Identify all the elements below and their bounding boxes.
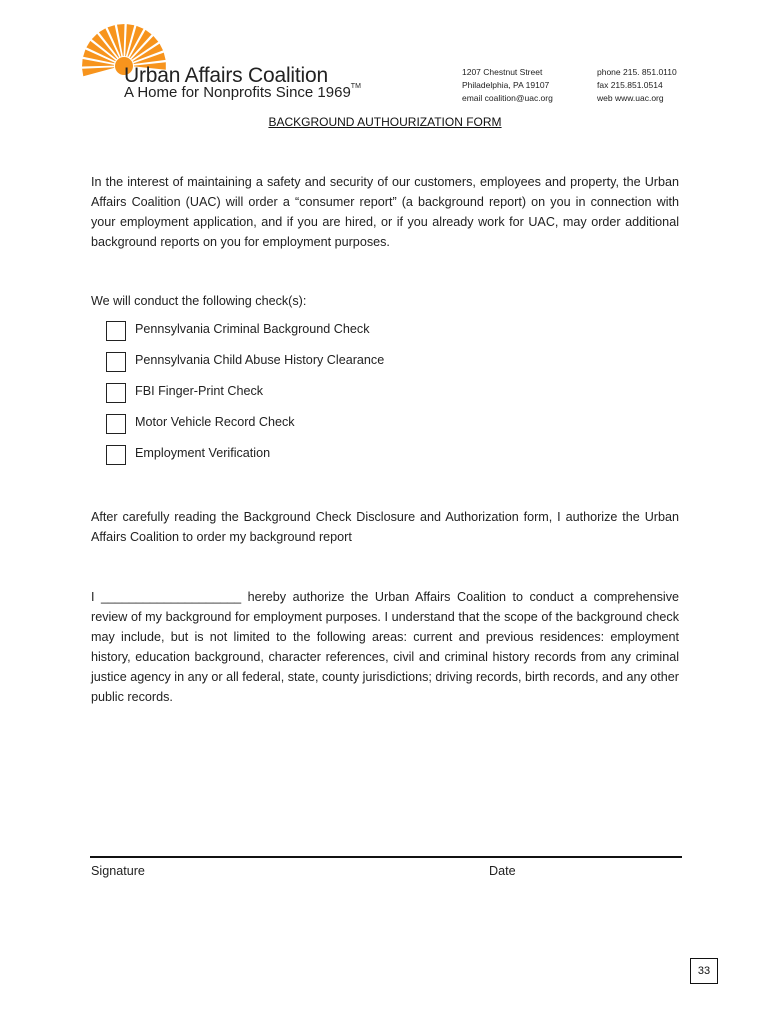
signature-label: Signature (91, 864, 145, 878)
address-street: 1207 Chestnut Street (462, 67, 543, 77)
form-title: BACKGROUND AUTHOURIZATION FORM (268, 115, 502, 129)
checks-intro: We will conduct the following check(s): (91, 294, 307, 308)
phone-number: phone 215. 851.0110 (597, 67, 677, 77)
address-city: Philadelphia, PA 19107 (462, 80, 550, 90)
date-label: Date (489, 864, 516, 878)
logo-tagline: A Home for Nonprofits Since 1969™ (124, 83, 361, 101)
check-label: Pennsylvania Criminal Background Check (135, 322, 370, 336)
checkbox-criminal-background[interactable] (106, 321, 126, 341)
intro-paragraph: In the interest of maintaining a safety and security of our customers, employees and property, the Urban Affairs Coalition (UAC) will order a “consumer report” (a background report) on you in connection with your employment application, and if you are hired, or if you already work for UAC, may order additional background reports on you for employment purposes. (91, 175, 679, 249)
phone-block (597, 66, 677, 105)
logo-ray (82, 67, 114, 76)
trademark: TM (350, 83, 361, 90)
authorization-paragraph: After carefully reading the Background Check Disclosure and Authorization form, I authorize the Urban Affairs Coalition to order my background report (91, 510, 679, 544)
check-label: Motor Vehicle Record Check (135, 415, 295, 429)
logo-ray (117, 24, 125, 56)
signature-line[interactable] (90, 856, 682, 858)
website-link[interactable]: web www.uac.org (597, 93, 664, 103)
email-link[interactable]: email coalition@uac.org (462, 93, 553, 103)
fax-number: fax 215.851.0514 (597, 80, 663, 90)
logo-name: Urban Affairs Coalition (124, 64, 328, 87)
check-label: Pennsylvania Child Abuse History Clearance (135, 353, 385, 367)
authorization-statement: I ____________________ hereby authorize the Urban Affairs Coalition to conduct a comprehensive review of my background for employment purposes. I understand that the scope of the background check may include, but is not limited to the following areas: current and previous residences: employment history, education background, character references, civil and criminal history records from any criminal justice agency in any or all federal, state, county jurisdictions; driving records, birth records, and any other public records. (91, 590, 680, 704)
page-number: 33 (690, 958, 718, 984)
checkbox-child-abuse-clearance[interactable] (106, 352, 126, 372)
checkbox-employment-verification[interactable] (106, 445, 126, 465)
check-label: FBI Finger-Print Check (135, 384, 264, 398)
address-block (462, 66, 553, 105)
checkbox-fbi-fingerprint[interactable] (106, 383, 126, 403)
logo-ray (82, 59, 114, 67)
check-label: Employment Verification (135, 446, 271, 460)
checkbox-motor-vehicle[interactable] (106, 414, 126, 434)
